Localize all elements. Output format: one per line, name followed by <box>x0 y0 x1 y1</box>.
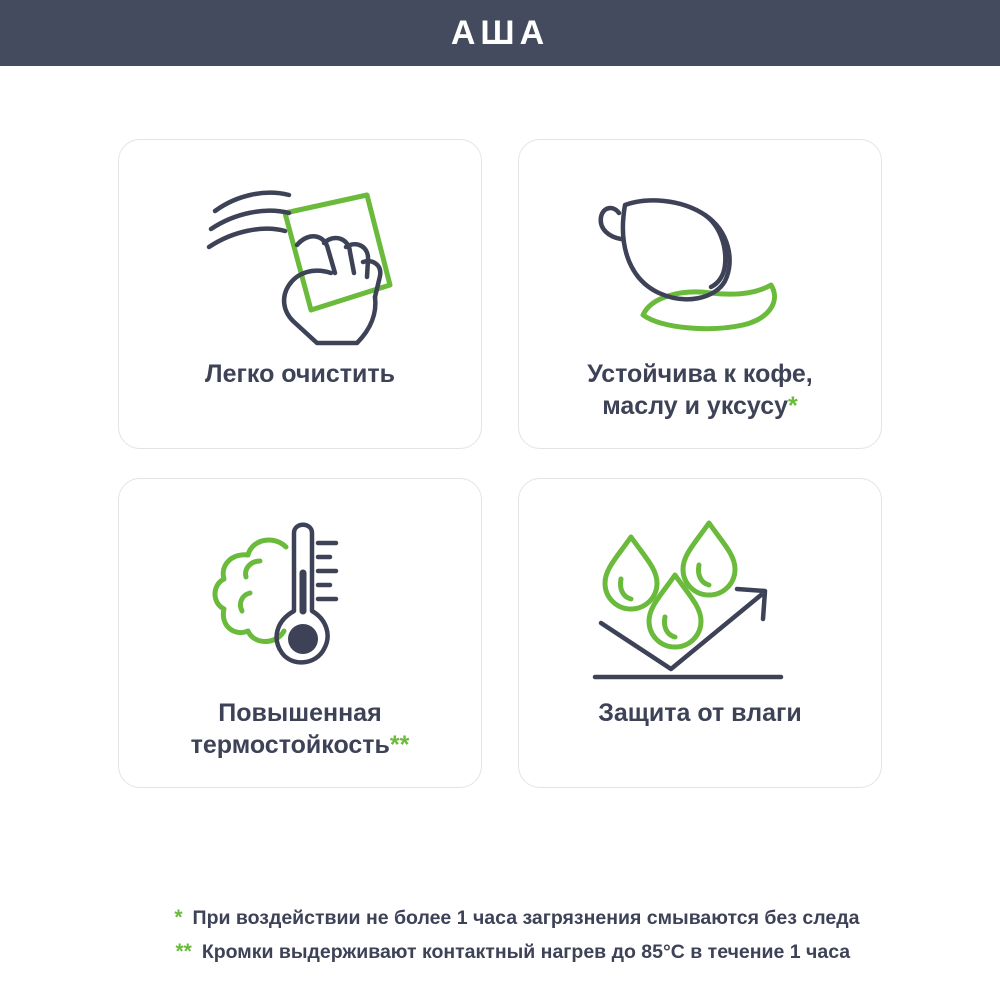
feature-label-easy-to-clean: Легко очистить <box>205 360 395 388</box>
footnote-text: Кромки выдерживают контактный нагрев до 85°С в течение 1 часа <box>201 941 851 963</box>
feature-card-grid <box>118 139 882 788</box>
feature-label-heat-resistant <box>177 697 424 761</box>
label-line-1: Повышенная <box>218 699 382 727</box>
footnote-text: При воздействии не более 1 часа загрязнения смываются без следа <box>192 907 860 929</box>
footnote-mark: * <box>174 906 183 929</box>
asterisk-mark: ** <box>389 731 410 759</box>
footnotes <box>0 906 1000 964</box>
footnote-single-asterisk <box>141 906 860 930</box>
footnote-mark: ** <box>175 940 192 963</box>
feature-label-stain-resistant <box>573 358 827 422</box>
water-drops-deflect-icon <box>519 513 881 693</box>
asterisk-mark: * <box>788 392 798 420</box>
page-title: AШA <box>450 13 550 52</box>
spilled-cup-icon <box>519 174 881 354</box>
feature-card-heat-resistant[interactable] <box>118 478 482 788</box>
footnote-double-asterisk <box>150 940 850 964</box>
label-line-2: маслу и уксусу <box>602 392 789 420</box>
hand-wiping-cloth-icon <box>119 174 481 354</box>
feature-card-moisture-protection[interactable] <box>518 478 882 788</box>
thermometer-steam-icon <box>119 513 481 693</box>
feature-label-moisture-protection: Защита от влаги <box>598 699 802 727</box>
feature-card-stain-resistant[interactable] <box>518 139 882 449</box>
label-line-2: термостойкость <box>190 731 390 759</box>
feature-card-easy-to-clean[interactable] <box>118 139 482 449</box>
header-bar <box>0 0 1000 66</box>
label-line-1: Устойчива к кофе, <box>587 360 813 388</box>
